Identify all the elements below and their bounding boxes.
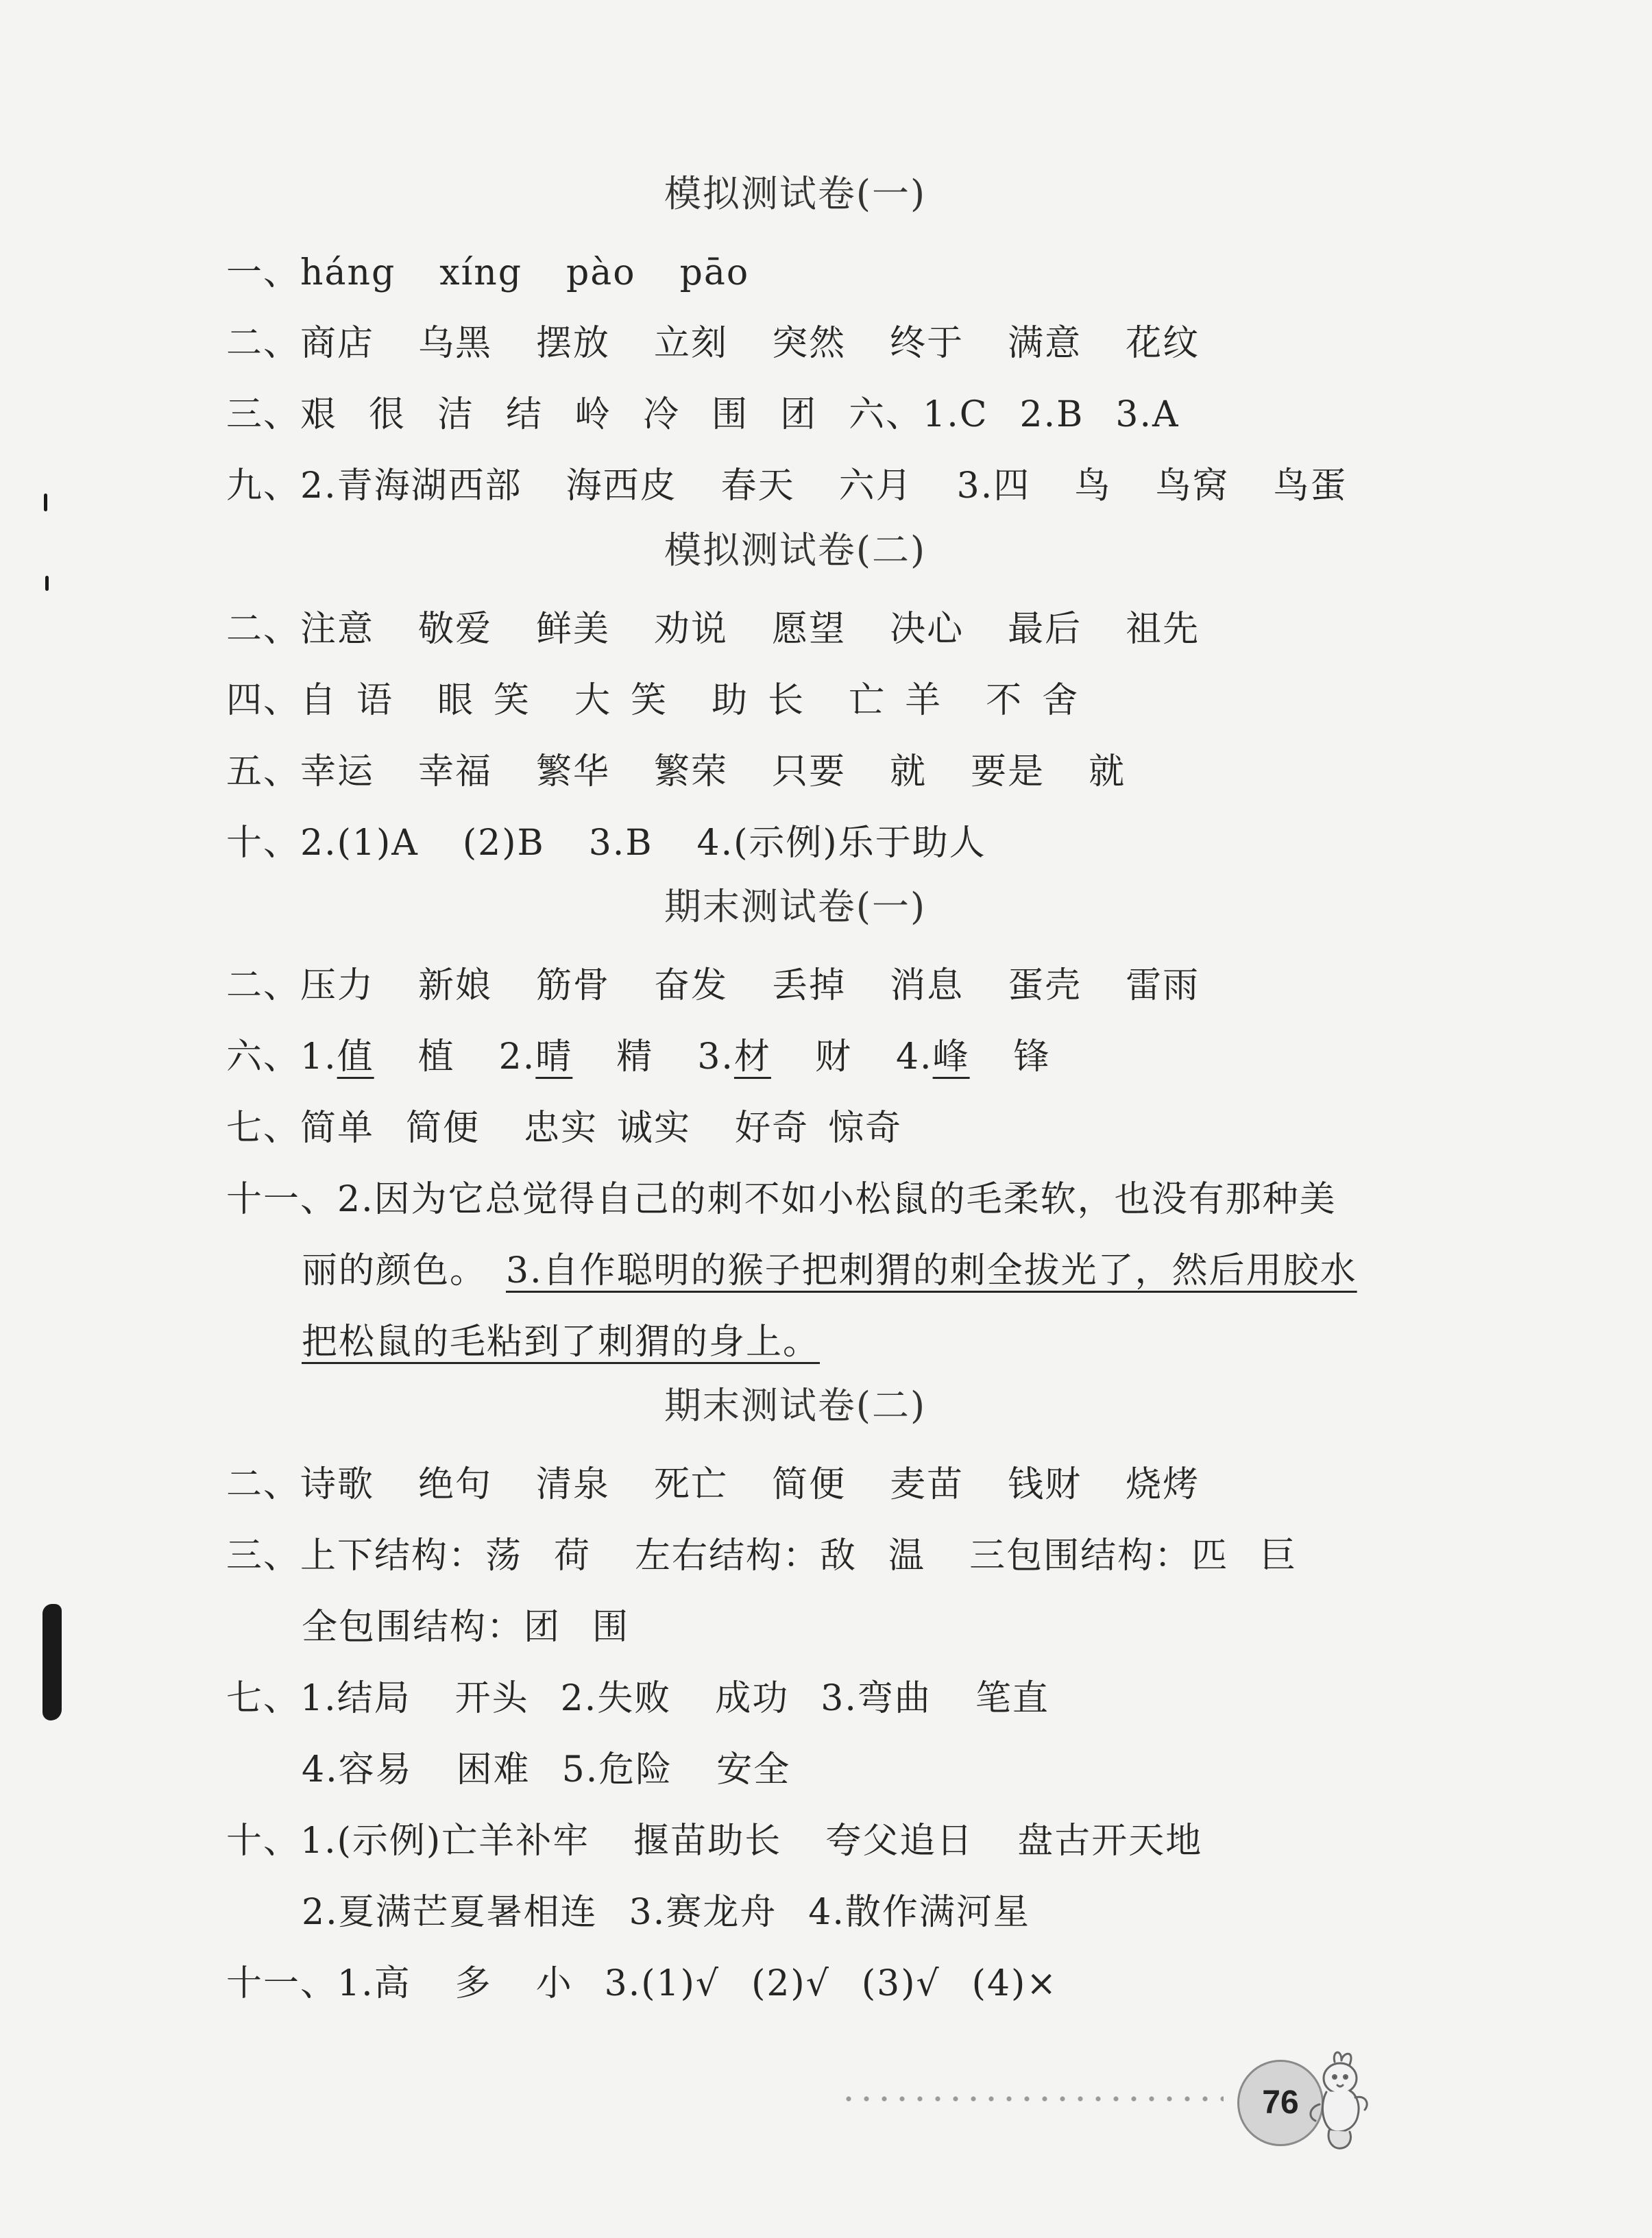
answer-item: 5.危险: [561, 1749, 673, 1790]
answer-item: 4.容易: [302, 1749, 413, 1790]
answer-item: 左右结构：敌: [635, 1535, 858, 1577]
answer-item: 二、诗歌: [226, 1464, 375, 1505]
answer-item: 3.弯曲: [821, 1678, 932, 1719]
answer-item: 结: [506, 394, 544, 435]
scan-mark: [45, 576, 49, 591]
answer-item: 3.赛龙舟: [629, 1892, 777, 1933]
answer-item: 九、2.青海湖西部: [226, 465, 522, 507]
answer-line: [226, 1099, 902, 1150]
answer-item: 好奇: [735, 1108, 810, 1149]
answer-item: 笔直: [975, 1678, 1049, 1719]
answer-item: 温: [888, 1535, 926, 1577]
answer-item: 长: [768, 680, 805, 721]
answer-item: 植: [417, 1036, 455, 1078]
answer-item: 十、1.(示例)亡羊补牢: [226, 1821, 590, 1862]
answer-item: (2)B: [462, 823, 545, 864]
answer-item-underlined: 峰: [932, 1036, 970, 1078]
answer-line: [226, 1527, 1297, 1578]
answer-item: 花纹: [1126, 323, 1200, 364]
answer-item: 鸟蛋: [1273, 465, 1348, 507]
answer-item: 岭: [574, 394, 612, 435]
answer-item: 绝句: [418, 1464, 493, 1505]
answer-item: 多: [454, 1963, 492, 2004]
answer-item: 只要: [772, 751, 847, 792]
answer-item: 繁华: [536, 751, 611, 792]
answer-item: 奋发: [654, 965, 729, 1006]
answer-item: 2.夏满芒夏暑相连: [302, 1892, 598, 1933]
answer-item: pào: [566, 252, 636, 293]
answer-item: 诚实: [617, 1108, 692, 1149]
answer-item: (3)√: [861, 1963, 940, 2004]
answer-item: 亡: [849, 680, 886, 721]
answer-item: 安全: [716, 1749, 791, 1790]
answer-item: 死亡: [654, 1464, 729, 1505]
answer-item: 雷雨: [1126, 965, 1200, 1006]
answer-item: 2.失败: [560, 1678, 672, 1719]
answer-item: 3.四: [956, 465, 1031, 507]
answer-item: 就: [890, 751, 927, 792]
scan-mark: [44, 494, 47, 511]
answer-item: 清泉: [536, 1464, 611, 1505]
answer-item: 二、注意: [226, 609, 375, 650]
answer-item: 二、商店: [226, 323, 375, 364]
answer-line: [226, 1669, 1049, 1720]
answer-line: [226, 600, 1200, 651]
answer-item: 烧烤: [1126, 1464, 1200, 1505]
answer-item: 大: [574, 680, 612, 721]
answer-item: 七、简单: [226, 1108, 375, 1149]
answer-item: 鲜美: [536, 609, 611, 650]
section-title: 模拟测试卷(一): [664, 172, 927, 215]
answer-line: [302, 1241, 1357, 1293]
answer-item: 简便: [406, 1108, 481, 1149]
answer-item: 新娘: [418, 965, 493, 1006]
answer-item: 满意: [1008, 323, 1082, 364]
answer-line: [226, 1170, 1337, 1221]
answer-item-underlined: 材: [733, 1036, 771, 1078]
section-title: 期末测试卷(二): [664, 1384, 927, 1427]
answer-item: 4.散作满河星: [808, 1892, 1030, 1933]
answer-line: [226, 1954, 1058, 2006]
answer-item: 丽的颜色。: [302, 1250, 487, 1291]
answer-item: 十一、1.高: [226, 1963, 411, 2004]
answer-item: 围: [712, 394, 749, 435]
answer-item-underlined: 3.自作聪明的猴子把刺猬的刺全拔光了，然后用胶水: [506, 1250, 1357, 1291]
answer-item: 十、2.(1)A: [226, 823, 419, 864]
answer-item: 鸟窝: [1155, 465, 1230, 507]
answer-item: 3.(1)√: [604, 1963, 720, 2004]
answer-item: 突然: [772, 323, 847, 364]
answer-item: 五、幸运: [226, 751, 375, 792]
answer-item: 四、自: [226, 680, 338, 721]
answer-item-underlined: 晴: [535, 1036, 573, 1078]
answer-item: 4.(示例)乐于助人: [696, 823, 986, 864]
answer-item-underlined: 值: [337, 1036, 374, 1078]
section-title: 期末测试卷(一): [664, 885, 927, 928]
answer-item: 二、压力: [226, 965, 375, 1006]
answer-item: 成功: [715, 1678, 790, 1719]
answer-item: 劝说: [654, 609, 729, 650]
answer-item: 七、1.结局: [226, 1678, 411, 1719]
answer-item: 三包围结构：匹: [969, 1535, 1229, 1577]
answer-item: 最后: [1008, 609, 1082, 650]
answer-item: 祖先: [1126, 609, 1200, 650]
answer-item: 简便: [772, 1464, 847, 1505]
footer-dotted-line: [840, 2096, 1224, 2102]
scan-mark: [42, 1604, 62, 1720]
bunny-apple-icon: [1292, 2050, 1374, 2166]
answer-line: [302, 1883, 1030, 1934]
answer-item: 语: [356, 680, 394, 721]
answer-line: [226, 385, 1180, 437]
answer-item: 决心: [890, 609, 964, 650]
answer-item: 笑: [631, 680, 668, 721]
answer-item: 很: [369, 394, 406, 435]
answer-item: 巨: [1260, 1535, 1298, 1577]
answer-item: (4)×: [971, 1963, 1058, 2004]
answer-item: 就: [1089, 751, 1126, 792]
answer-item: 舍: [1042, 680, 1080, 721]
answer-item: xíng: [439, 252, 523, 293]
answer-item: 乌黑: [418, 323, 493, 364]
answer-item: 冷: [643, 394, 681, 435]
section-title: 模拟测试卷(二): [664, 528, 927, 572]
answer-item: 丢掉: [772, 965, 847, 1006]
answer-item: 锋: [1013, 1036, 1051, 1078]
answer-item: 3.A: [1115, 394, 1180, 435]
answer-item: 十一、2.因为它总觉得自己的刺不如小松鼠的毛柔软，也没有那种美: [226, 1179, 1337, 1220]
answer-item: 不: [986, 680, 1023, 721]
answer-item: 愿望: [772, 609, 847, 650]
answer-item: 笑: [494, 680, 531, 721]
answer-line: [226, 243, 749, 295]
answer-item: 三、艰: [226, 394, 338, 435]
answer-line: [226, 1812, 1202, 1863]
answer-item: 幸福: [418, 751, 493, 792]
answer-item: 一、háng: [226, 252, 396, 293]
answer-item: 繁荣: [654, 751, 729, 792]
answer-item: 夸父追日: [825, 1821, 974, 1862]
answer-item: 精: [616, 1036, 654, 1078]
answer-item: 立刻: [654, 323, 729, 364]
answer-item: 六月: [838, 465, 913, 507]
answer-item: 助: [712, 680, 749, 721]
answer-line: [302, 1740, 790, 1792]
answer-item: 3.: [697, 1036, 734, 1078]
answer-item: 羊: [905, 680, 943, 721]
answer-item: 财: [814, 1036, 852, 1078]
answer-item: 鸟: [1074, 465, 1112, 507]
answer-item: 消息: [890, 965, 964, 1006]
answer-line: [226, 1027, 1051, 1079]
answer-item: (2)√: [751, 1963, 830, 2004]
answer-item: 开头: [454, 1678, 529, 1719]
answer-item: 终于: [890, 323, 964, 364]
answer-item-underlined: 把松鼠的毛粘到了刺猬的身上。: [302, 1322, 821, 1363]
answer-item: 麦苗: [890, 1464, 964, 1505]
answer-item: 春天: [720, 465, 795, 507]
answer-item: 敬爱: [418, 609, 493, 650]
answer-item: 荷: [554, 1535, 592, 1577]
answer-line: [302, 1313, 820, 1364]
answer-item: 海西皮: [566, 465, 677, 507]
answer-item: 洁: [437, 394, 475, 435]
answer-item: 蛋壳: [1008, 965, 1082, 1006]
answer-item: 小: [535, 1963, 573, 2004]
answer-item: 要是: [971, 751, 1045, 792]
answer-line: [226, 1455, 1200, 1507]
answer-line: [226, 814, 986, 865]
answer-item: 六、1.C: [849, 394, 988, 435]
answer-item: 团: [780, 394, 818, 435]
answer-item: 全包围结构：团: [302, 1607, 561, 1648]
answer-item: 揠苗助长: [633, 1821, 782, 1862]
answer-item: 4.: [895, 1036, 933, 1078]
answer-item: 围: [592, 1607, 630, 1648]
answer-item: 惊奇: [828, 1108, 903, 1149]
answer-item: 六、1.: [226, 1036, 337, 1078]
answer-line: [226, 314, 1200, 365]
answer-item: 2.: [498, 1036, 536, 1078]
answer-item: 3.B: [588, 823, 653, 864]
answer-item: 筋骨: [536, 965, 611, 1006]
answer-item: 2.B: [1019, 394, 1084, 435]
answer-line: [302, 1598, 629, 1649]
answer-line: [226, 956, 1200, 1008]
answer-line: [226, 742, 1126, 794]
page-number: 76: [1237, 2060, 1324, 2146]
answer-item: 困难: [456, 1749, 531, 1790]
answer-item: 眼: [437, 680, 475, 721]
answer-item: pāo: [679, 252, 750, 293]
answer-item: 钱财: [1008, 1464, 1082, 1505]
answer-item: 摆放: [536, 323, 611, 364]
answer-item: 忠实: [524, 1108, 598, 1149]
answer-line: [226, 457, 1347, 508]
answer-item: 三、上下结构：荡: [226, 1535, 523, 1577]
answer-line: [226, 671, 1079, 722]
answer-item: 盘古开天地: [1017, 1821, 1203, 1862]
